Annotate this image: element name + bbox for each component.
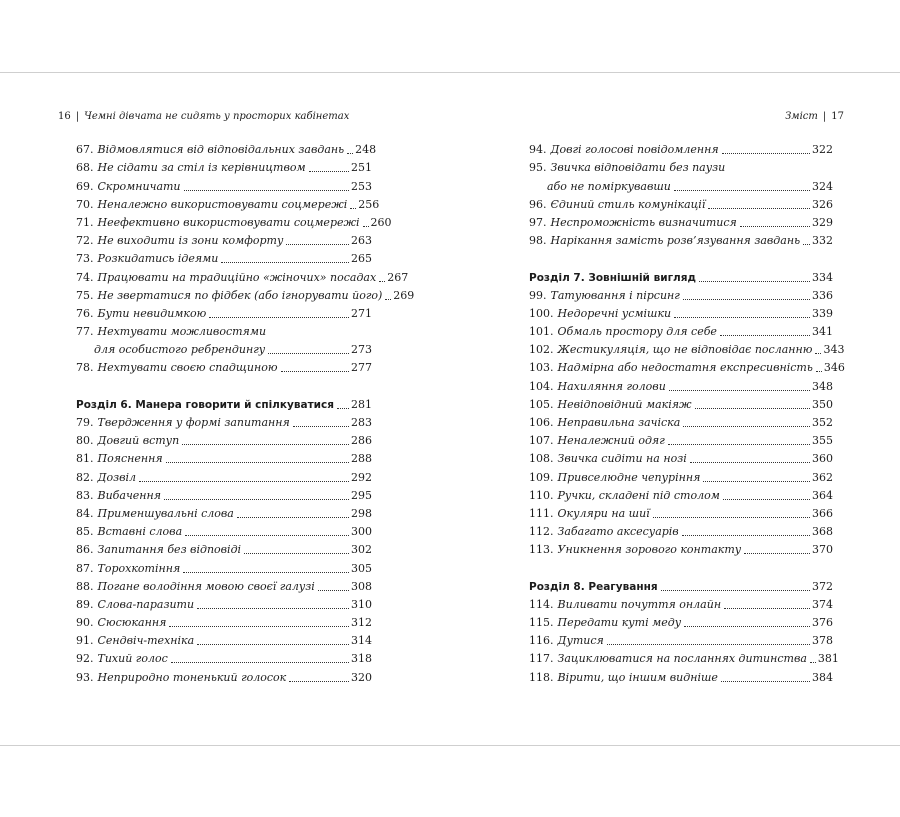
page-ref: 376 <box>812 616 833 630</box>
page-ref: 355 <box>812 434 833 448</box>
entry-number: 105. <box>529 397 554 411</box>
toc-section-heading <box>76 395 372 413</box>
page-ref: 251 <box>351 161 372 175</box>
entry-title: Не сідати за стіл із керівництвом <box>97 161 306 175</box>
entry-number: 69. <box>76 179 94 193</box>
entry-title: Зациклюватися на посланнях дитинства <box>557 652 807 666</box>
dot-leader <box>197 644 349 645</box>
entry-title: Жестикуляція, що не відповідає посланню <box>557 343 813 357</box>
entry-title: Розкидатись ідеями <box>97 252 219 266</box>
page-ref: 374 <box>812 597 833 611</box>
toc-entry-continuation <box>76 340 372 358</box>
entry-title: Уникнення зорового контакту <box>557 543 742 557</box>
entry-title: Звичка відповідати без паузи <box>550 161 726 175</box>
toc-entry <box>529 140 833 158</box>
page-ref: 253 <box>351 179 372 193</box>
dot-leader <box>810 662 816 663</box>
entry-number: 106. <box>529 416 554 429</box>
entry-title: Не виходити із зони комфорту <box>97 234 284 248</box>
dot-leader <box>350 208 356 209</box>
page-ref: 256 <box>358 197 380 211</box>
dot-leader <box>699 281 810 282</box>
entry-title: Єдиний стиль комунікації <box>550 197 706 211</box>
page-ref: 366 <box>812 506 833 520</box>
entry-number: 114. <box>529 597 554 611</box>
dot-leader <box>171 662 349 663</box>
entry-title: Нарікання замість розв’язування завдань <box>550 234 801 248</box>
dot-leader <box>815 353 821 354</box>
page-ref: 292 <box>351 470 372 484</box>
entry-title: Бути невидимкою <box>97 306 207 320</box>
toc-entry <box>76 577 372 595</box>
dot-leader <box>690 462 810 463</box>
page-ref: 305 <box>351 561 372 575</box>
dot-leader <box>182 444 349 445</box>
page-ref: 329 <box>812 215 833 229</box>
dot-leader <box>653 517 810 518</box>
page-ref: 332 <box>812 234 833 248</box>
toc-entry <box>76 649 372 667</box>
entry-title: Неналежно використовувати соцмережі <box>97 197 348 211</box>
entry-title: Скромничати <box>97 179 181 193</box>
dot-leader <box>169 626 349 627</box>
toc-entry <box>529 322 833 340</box>
dot-leader <box>661 590 810 591</box>
toc-entry <box>529 286 833 304</box>
entry-title: Недоречні усмішки <box>557 306 672 320</box>
dot-leader <box>363 226 369 227</box>
toc-entry <box>76 613 372 631</box>
entry-number: 88. <box>76 579 94 593</box>
dot-leader <box>166 462 349 463</box>
entry-title: Неприродно тоненький голосок <box>97 670 287 684</box>
page-ref: 302 <box>351 543 372 557</box>
toc-entry <box>76 504 372 522</box>
entry-title: Слова-паразити <box>97 597 195 611</box>
running-header-left <box>58 111 349 122</box>
book-title: Чемні дівчата не сидять у просторих кабінетах <box>84 111 350 122</box>
entry-title: Відмовлятися від відповідальних завдань <box>97 143 345 157</box>
page-number: 17 <box>831 111 844 122</box>
entry-number: 78. <box>76 361 94 375</box>
toc-entry <box>529 376 833 394</box>
dot-leader <box>183 572 349 573</box>
toc-entry <box>76 631 372 649</box>
entry-number: 81. <box>76 452 94 466</box>
dot-leader <box>723 499 810 500</box>
entry-number: 93. <box>76 670 94 684</box>
toc-entry <box>529 358 845 376</box>
entry-number: 112. <box>529 525 554 539</box>
page-ref: 368 <box>812 525 833 539</box>
toc-entry <box>76 231 372 249</box>
entry-number: 74. <box>76 270 94 284</box>
entry-number: 98. <box>529 234 547 248</box>
section-spacer <box>76 376 372 394</box>
page-ref: 269 <box>393 288 415 302</box>
dot-leader <box>289 681 349 682</box>
page-ref: 348 <box>812 379 833 393</box>
toc-entry <box>76 249 372 267</box>
toc-list-left <box>76 140 415 686</box>
page-ref: 372 <box>812 579 833 593</box>
dot-leader <box>293 426 349 427</box>
toc-entry <box>76 522 372 540</box>
page-ref: 350 <box>812 397 833 411</box>
entry-title: Дутися <box>557 634 604 648</box>
page-ref: 326 <box>812 197 833 211</box>
page-ref: 320 <box>351 670 372 684</box>
toc-entry <box>529 486 833 504</box>
dot-leader <box>139 481 349 482</box>
toc-entry <box>76 267 409 285</box>
page-ref: 318 <box>351 652 372 666</box>
page-ref: 378 <box>812 634 833 648</box>
dot-leader <box>286 244 349 245</box>
page-ref: 263 <box>351 234 372 248</box>
entry-title: Неспроможність визначитися <box>550 215 737 229</box>
dot-leader <box>816 371 822 372</box>
page-ref: 362 <box>812 470 833 484</box>
page-ref: 364 <box>812 488 833 502</box>
dot-leader <box>722 153 810 154</box>
entry-title: Не звертатися по фідбек (або ігнорувати його) <box>97 288 383 302</box>
entry-number: 108. <box>529 452 554 466</box>
entry-title-continuation: для особистого ребрендингу <box>94 343 266 357</box>
dot-leader <box>318 590 349 591</box>
dot-leader <box>281 371 349 372</box>
section-spacer <box>529 558 833 576</box>
entry-number: 107. <box>529 434 554 448</box>
entry-title: Вірити, що іншим видніше <box>557 670 718 684</box>
page-ref: 298 <box>351 506 372 520</box>
entry-number: 104. <box>529 379 554 393</box>
toc-entry <box>529 631 833 649</box>
toc-entry <box>76 358 372 376</box>
toc-entry <box>529 395 833 413</box>
entry-title: Вставні слова <box>97 525 183 539</box>
entry-title: Звичка сидіти на нозі <box>557 452 687 466</box>
page-ref: 336 <box>812 288 833 302</box>
page-ref: 277 <box>351 361 372 375</box>
dot-leader <box>347 153 353 154</box>
toc-entry <box>76 486 372 504</box>
entry-title: Применшувальні слова <box>97 506 234 520</box>
section-spacer <box>529 249 833 267</box>
entry-number: 90. <box>76 616 94 630</box>
page-ref: 288 <box>351 452 372 466</box>
entry-number: 82. <box>76 470 94 484</box>
dot-leader <box>674 317 810 318</box>
toc-entry <box>76 176 372 194</box>
toc-section-heading <box>529 267 833 285</box>
entry-title: Неефективно використовувати соцмережі <box>97 215 360 229</box>
toc-entry <box>529 340 845 358</box>
dot-leader <box>724 608 810 609</box>
toc-section-heading <box>529 577 833 595</box>
entry-title: Забагато аксесуарів <box>557 525 679 539</box>
dot-leader <box>744 553 810 554</box>
entry-number: 115. <box>529 616 554 630</box>
toc-entry <box>529 195 833 213</box>
entry-number: 87. <box>76 561 94 575</box>
entry-number: 84. <box>76 506 94 520</box>
entry-title: Обмаль простору для себе <box>557 325 717 339</box>
entry-title: Невідповідний макіяж <box>557 397 692 411</box>
toc-entry <box>76 449 372 467</box>
toc-entry <box>76 431 372 449</box>
entry-number: 73. <box>76 252 94 266</box>
toc-list-right <box>529 140 845 686</box>
toc-entry <box>529 613 833 631</box>
entry-number: 99. <box>529 288 547 302</box>
running-header-right <box>785 111 844 122</box>
toc-entry <box>76 667 372 685</box>
page-ref: 267 <box>387 270 409 284</box>
page-ref: 271 <box>351 306 372 320</box>
entry-title: Погане володіння мовою своєї галузі <box>97 579 315 593</box>
entry-number: 101. <box>529 325 554 339</box>
page-ref: 273 <box>351 343 372 357</box>
section-label: Розділ 6. Манера говорити й спілкуватися <box>76 398 334 411</box>
entry-title: Працювати на традиційно «жіночих» посадах <box>97 270 377 284</box>
entry-number: 83. <box>76 488 94 502</box>
dot-leader <box>703 481 810 482</box>
page-ref: 343 <box>823 343 845 357</box>
toc-entry <box>76 413 372 431</box>
dot-leader <box>668 444 810 445</box>
page-number: 16 <box>58 111 71 122</box>
entry-title: Привселюдне чепуріння <box>557 470 701 484</box>
toc-entry <box>76 558 372 576</box>
dot-leader <box>337 408 349 409</box>
dot-leader <box>607 644 810 645</box>
dot-leader <box>695 408 810 409</box>
page-ref: 384 <box>812 670 833 684</box>
dot-leader <box>669 390 810 391</box>
entry-number: 116. <box>529 634 554 648</box>
toc-entry <box>529 213 833 231</box>
dot-leader <box>683 426 810 427</box>
entry-title: Пояснення <box>97 452 163 466</box>
page-ref: 308 <box>351 579 372 593</box>
dot-leader <box>682 535 810 536</box>
entry-title: Окуляри на шиї <box>557 506 650 520</box>
entry-title: Довгий вступ <box>97 434 180 448</box>
book-spread <box>0 72 900 746</box>
page-ref: 260 <box>370 215 392 229</box>
entry-number: 117. <box>529 652 554 666</box>
entry-number: 100. <box>529 306 554 320</box>
toc-entry <box>529 595 833 613</box>
entry-number: 75. <box>76 288 94 302</box>
section-label: Розділ 7. Зовнішній вигляд <box>529 271 696 284</box>
page-ref: 346 <box>823 361 845 375</box>
toc-entry <box>529 522 833 540</box>
entry-number: 85. <box>76 525 94 539</box>
toc-entry <box>76 540 372 558</box>
entry-title: Довгі голосові повідомлення <box>550 143 719 157</box>
toc-entry <box>76 195 380 213</box>
right-page <box>450 73 900 745</box>
section-label: Розділ 8. Реагування <box>529 580 658 593</box>
entry-number: 103. <box>529 361 554 375</box>
entry-title: Надмірна або недостатня експресивність <box>557 361 813 375</box>
toc-entry <box>529 413 833 431</box>
entry-number: 71. <box>76 215 94 229</box>
entry-number: 86. <box>76 543 94 557</box>
entry-title: Виливати почуття онлайн <box>557 597 722 611</box>
section-title: Зміст <box>785 111 818 122</box>
header-separator: | <box>75 111 80 122</box>
toc-entry <box>529 158 833 176</box>
entry-title: Твердження у формі запитання <box>97 416 290 429</box>
toc-entry <box>76 595 372 613</box>
dot-leader <box>237 517 349 518</box>
page-ref: 283 <box>351 416 372 429</box>
entry-number: 68. <box>76 161 94 175</box>
entry-title: Сендвіч-техніка <box>97 634 195 648</box>
entry-title: Торохкотіння <box>97 561 181 575</box>
entry-number: 72. <box>76 234 94 248</box>
entry-title: Неправильна зачіска <box>557 416 681 429</box>
entry-title: Нехтувати можливостями <box>97 325 267 339</box>
toc-entry <box>529 649 839 667</box>
entry-number: 95. <box>529 161 547 175</box>
entry-number: 92. <box>76 652 94 666</box>
page-ref: 360 <box>812 452 833 466</box>
dot-leader <box>740 226 810 227</box>
entry-number: 118. <box>529 670 554 684</box>
dot-leader <box>197 608 349 609</box>
page-ref: 300 <box>351 525 372 539</box>
entry-number: 94. <box>529 143 547 157</box>
entry-title: Нехтувати своєю спадщиною <box>97 361 278 375</box>
entry-title: Неналежний одяг <box>557 434 665 448</box>
entry-title: Дозвіл <box>97 470 136 484</box>
page-ref: 248 <box>355 143 377 157</box>
entry-number: 96. <box>529 197 547 211</box>
dot-leader <box>720 335 810 336</box>
dot-leader <box>385 299 391 300</box>
toc-entry <box>76 213 392 231</box>
entry-number: 113. <box>529 543 554 557</box>
entry-title: Тихий голос <box>97 652 168 666</box>
page-ref: 341 <box>812 325 833 339</box>
toc-entry <box>76 140 377 158</box>
dot-leader <box>708 208 810 209</box>
entry-title: Передати куті меду <box>557 616 682 630</box>
toc-entry-continuation <box>529 176 833 194</box>
dot-leader <box>164 499 349 500</box>
dot-leader <box>379 281 385 282</box>
entry-title-continuation: або не поміркувавши <box>547 179 671 193</box>
page-ref: 324 <box>812 179 833 193</box>
toc-entry <box>529 304 833 322</box>
page-ref: 286 <box>351 434 372 448</box>
entry-title: Сюсюкання <box>97 616 167 630</box>
entry-number: 110. <box>529 488 554 502</box>
page-ref: 339 <box>812 306 833 320</box>
entry-number: 102. <box>529 343 554 357</box>
entry-number: 77. <box>76 325 94 339</box>
dot-leader <box>684 626 810 627</box>
entry-title: Запитання без відповіді <box>97 543 242 557</box>
dot-leader <box>184 190 349 191</box>
dot-leader <box>185 535 349 536</box>
dot-leader <box>309 171 349 172</box>
page-ref: 312 <box>351 616 372 630</box>
page-ref: 281 <box>351 397 372 411</box>
toc-entry <box>529 540 833 558</box>
entry-number: 109. <box>529 470 554 484</box>
dot-leader <box>209 317 349 318</box>
entry-number: 79. <box>76 416 94 429</box>
entry-number: 76. <box>76 306 94 320</box>
page-ref: 352 <box>812 416 833 429</box>
page-ref: 314 <box>351 634 372 648</box>
toc-entry <box>76 304 372 322</box>
entry-number: 97. <box>529 215 547 229</box>
entry-number: 111. <box>529 506 554 520</box>
dot-leader <box>674 190 810 191</box>
toc-entry <box>529 667 833 685</box>
left-page <box>0 73 450 745</box>
dot-leader <box>683 299 810 300</box>
entry-number: 89. <box>76 597 94 611</box>
entry-title: Ручки, складені під столом <box>557 488 720 502</box>
entry-title: Татуювання і пірсинг <box>550 288 680 302</box>
header-separator: | <box>822 111 827 122</box>
page-ref: 334 <box>812 270 833 284</box>
entry-title: Нахиляння голови <box>557 379 666 393</box>
dot-leader <box>721 681 810 682</box>
entry-number: 91. <box>76 634 94 648</box>
toc-entry <box>76 467 372 485</box>
page-ref: 370 <box>812 543 833 557</box>
page-ref: 310 <box>351 597 372 611</box>
toc-entry <box>76 322 372 340</box>
toc-entry <box>529 231 833 249</box>
page-ref: 265 <box>351 252 372 266</box>
entry-number: 80. <box>76 434 94 448</box>
dot-leader <box>803 244 810 245</box>
dot-leader <box>221 262 349 263</box>
toc-entry <box>76 158 372 176</box>
toc-entry <box>529 431 833 449</box>
entry-number: 67. <box>76 143 94 157</box>
page-ref: 295 <box>351 488 372 502</box>
toc-entry <box>76 286 415 304</box>
toc-entry <box>529 504 833 522</box>
dot-leader <box>268 353 349 354</box>
page-ref: 381 <box>817 652 839 666</box>
toc-entry <box>529 467 833 485</box>
toc-entry <box>529 449 833 467</box>
entry-number: 70. <box>76 197 94 211</box>
page-ref: 322 <box>812 143 833 157</box>
dot-leader <box>244 553 349 554</box>
entry-title: Вибачення <box>97 488 162 502</box>
